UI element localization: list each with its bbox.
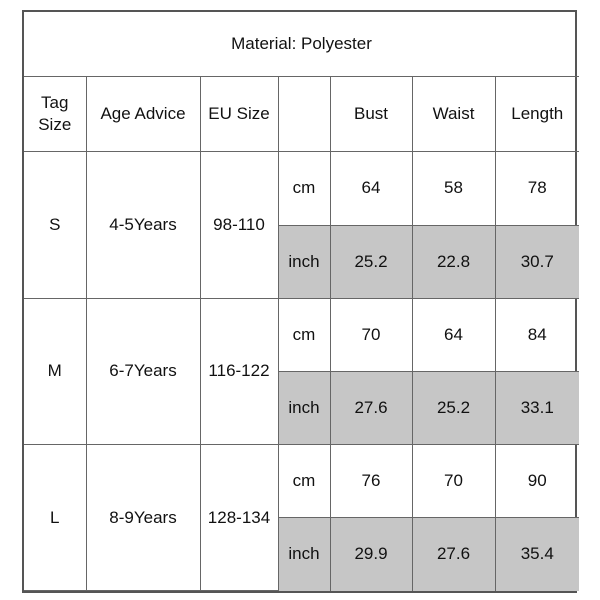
material-title: Material: Polyester [24,12,579,77]
tag-size-cell: L [24,445,86,591]
waist-cell: 58 [412,152,495,225]
length-cell: 33.1 [495,371,579,444]
unit-cell: inch [278,518,330,591]
length-cell: 30.7 [495,225,579,298]
bust-cell: 25.2 [330,225,412,298]
eu-size-cell: 128-134 [200,445,278,591]
length-cell: 35.4 [495,518,579,591]
bust-cell: 64 [330,152,412,225]
header-length: Length [495,77,579,152]
header-tag-size-label: Tag Size [38,93,72,135]
header-unit [278,77,330,152]
table-row [24,298,579,371]
age-advice-cell: 4-5Years [86,152,200,298]
size-table [24,12,579,591]
table-row [24,152,579,225]
header-age-advice: Age Advice [86,77,200,152]
eu-size-cell: 116-122 [200,298,278,444]
waist-cell: 64 [412,298,495,371]
age-advice-cell: 8-9Years [86,445,200,591]
length-cell: 84 [495,298,579,371]
header-eu-size: EU Size [200,77,278,152]
waist-cell: 22.8 [412,225,495,298]
bust-cell: 70 [330,298,412,371]
header-waist: Waist [412,77,495,152]
waist-cell: 27.6 [412,518,495,591]
unit-cell: inch [278,371,330,444]
tag-size-cell: M [24,298,86,444]
size-chart [22,10,577,593]
title-row [24,12,579,77]
waist-cell: 70 [412,445,495,518]
unit-cell: cm [278,152,330,225]
table-row [24,445,579,518]
header-tag-size [24,77,86,152]
unit-cell: cm [278,445,330,518]
unit-cell: inch [278,225,330,298]
unit-cell: cm [278,298,330,371]
header-row [24,77,579,152]
waist-cell: 25.2 [412,371,495,444]
bust-cell: 29.9 [330,518,412,591]
bust-cell: 76 [330,445,412,518]
length-cell: 90 [495,445,579,518]
bust-cell: 27.6 [330,371,412,444]
age-advice-cell: 6-7Years [86,298,200,444]
header-bust: Bust [330,77,412,152]
length-cell: 78 [495,152,579,225]
eu-size-cell: 98-110 [200,152,278,298]
tag-size-cell: S [24,152,86,298]
